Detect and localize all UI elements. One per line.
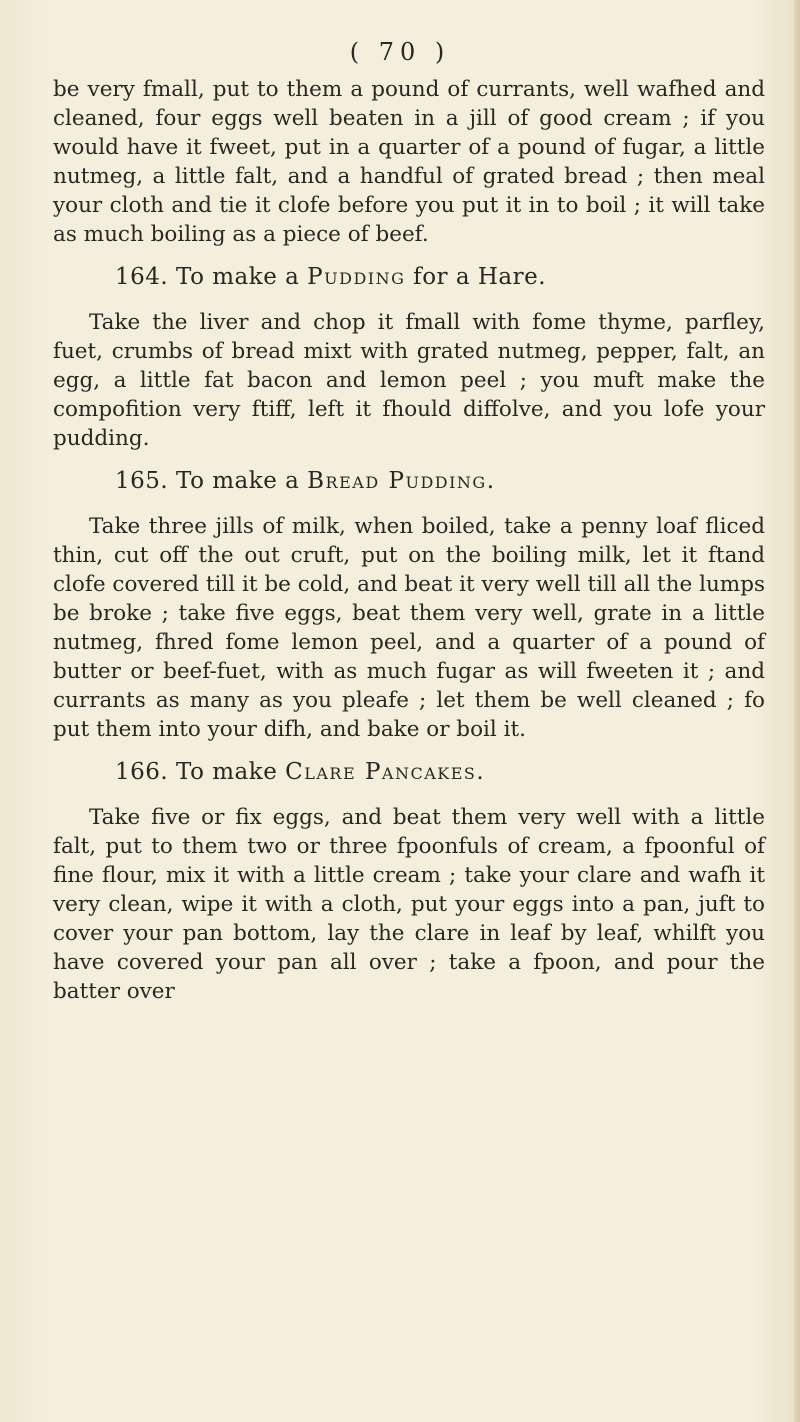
page-number: ( 70 ) [349,38,451,66]
recipe-paragraph: Take the liver and chop it fmall with fome thyme, parfley, fuet, crumbs of bread mixt with grated nutmeg, pepper, falt, an egg, a little fat bacon and lemon peel ; you muft make the compofition very ftiff, left it fhould diffolve, and you lofe your pudding. [53,310,765,451]
recipe-title-prefix: To make a [176,468,308,494]
recipe-number: 166. [115,759,169,785]
recipe-heading-164 [53,263,765,292]
recipe-paragraph: Take five or fix eggs, and beat them very well with a little falt, put to them two or three fpoonfuls of cream, a fpoonful of fine flour, mix it with a little cream ; take your clare and wafh it very clean, wipe it with a cloth, put your eggs into a pan, juft to cover your pan bottom, lay the clare in leaf by leaf, whilft you have covered your pan all over ; take a fpoon, and pour the batter over [53,805,765,1004]
recipe-number: 165. [115,468,169,494]
recipe-title-smallcaps: Pudding [307,264,406,290]
recipe-title-prefix: To make [176,759,286,785]
recipe-title-suffix: for a Hare. [405,264,547,290]
continued-paragraph: be very fmall, put to them a pound of currants, well wafhed and cleaned, four eggs well beaten in a jill of good cream ; if you would have it fweet, put in a quarter of a pound of fugar, a little nutmeg, a little falt, and a handful of grated bread ; then meal your cloth and tie it clofe before you put it in to boil ; it will take as much boiling as a piece of beef. [53,77,765,247]
recipe-title-prefix: To make a [176,264,308,290]
page-body [53,75,765,1006]
recipe-heading-166 [53,758,765,787]
recipe-paragraph: Take three jills of milk, when boiled, take a penny loaf fliced thin, cut off the out cruft, put on the boiling milk, let it ftand clofe covered till it be cold, and beat it very well till all the lumps be broke ; take five eggs, beat them very well, grate in a little nutmeg, fhred fome lemon peel, and a quarter of a pound of butter or beef-fuet, with as much fugar as will fweeten it ; and currants as many as you pleafe ; let them be well cleaned ; fo put them into your difh, and bake or boil it. [53,514,765,742]
page-edge [794,0,800,1422]
recipe-title-smallcaps: Clare Pancakes. [285,759,486,785]
recipe-number: 164. [115,264,169,290]
recipe-heading-165 [53,467,765,496]
recipe-title-smallcaps: Bread Pudding. [307,468,496,494]
